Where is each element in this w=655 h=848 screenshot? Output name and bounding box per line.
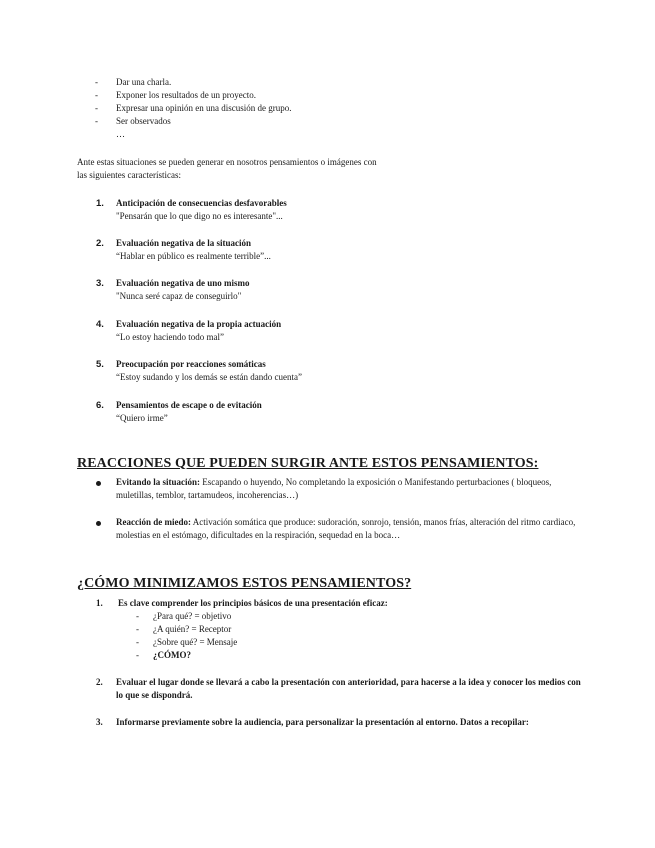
thought-number: 4. xyxy=(96,319,104,330)
thought-title: Evaluación negativa de la propia actuación xyxy=(116,319,282,329)
minimize-number: 3. xyxy=(96,717,103,727)
thought-number: 1. xyxy=(96,198,104,209)
reaction-item xyxy=(116,476,586,502)
reaction-text: Escapando o huyendo, No completando la exposición o Manifestando perturbaciones ( bloqueos, muletillas, temblor, tartamudeos, incoherencias…) xyxy=(116,477,552,500)
thought-number: 3. xyxy=(96,278,104,289)
thought-title: Evaluación negativa de uno mismo xyxy=(116,278,250,288)
sub-marker: - xyxy=(136,624,139,634)
thought-number: 6. xyxy=(96,400,104,411)
thought-quote: “Quiero irme” xyxy=(116,413,168,423)
sub-marker: - xyxy=(136,650,139,660)
thought-quote: "Nunca seré capaz de conseguirlo" xyxy=(116,291,242,301)
thought-title: Preocupación por reacciones somáticas xyxy=(116,359,266,369)
reactions-heading: REACCIONES QUE PUEDEN SURGIR ANTE ESTOS PENSAMIENTOS: xyxy=(77,456,539,471)
thought-quote: "Pensarán que lo que digo no es interesante"... xyxy=(116,211,283,221)
minimize-heading: ¿CÓMO MINIMIZAMOS ESTOS PENSAMIENTOS? xyxy=(77,576,412,591)
thought-number: 5. xyxy=(96,359,104,370)
list-item: Exponer los resultados de un proyecto. xyxy=(116,90,256,100)
sub-item: ¿CÓMO? xyxy=(153,650,191,660)
paragraph-line: Ante estas situaciones se pueden generar en nosotros pensamientos o imágenes con xyxy=(77,157,377,167)
thought-title: Pensamientos de escape o de evitación xyxy=(116,400,262,410)
list-item: Expresar una opinión en una discusión de grupo. xyxy=(116,103,292,113)
sub-item: ¿A quién? = Receptor xyxy=(153,624,232,634)
sub-item: ¿Sobre qué? = Mensaje xyxy=(153,637,238,647)
list-ellipsis: … xyxy=(116,129,125,139)
reaction-item xyxy=(116,516,586,542)
reaction-text: Activación somática que produce: sudoración, sonrojo, tensión, manos frías, alteración del ritmo cardiaco, molestias en el estómago, dificultades en la respiración, sequedad en la boca… xyxy=(116,517,576,540)
thought-quote: “Estoy sudando y los demás se están dando cuenta” xyxy=(116,372,302,382)
bullet-icon xyxy=(96,481,101,486)
list-item: Dar una charla. xyxy=(116,77,172,87)
reaction-label: Evitando la situación: xyxy=(116,477,201,487)
sub-item: ¿Para qué? = objetivo xyxy=(153,611,232,621)
list-marker: - xyxy=(95,90,98,100)
minimize-number: 2. xyxy=(96,677,103,687)
minimize-text: Informarse previamente sobre la audiencia, para personalizar la presentación al entorno. Datos a recopilar: xyxy=(116,717,529,727)
thought-quote: “Hablar en público es realmente terrible”... xyxy=(116,251,271,261)
paragraph-line: las siguientes características: xyxy=(77,170,181,180)
reaction-label: Reacción de miedo: xyxy=(116,517,191,527)
list-marker: - xyxy=(95,103,98,113)
list-marker: - xyxy=(95,77,98,87)
thought-quote: “Lo estoy haciendo todo mal” xyxy=(116,332,224,342)
minimize-text: Es clave comprender los principios básicos de una presentación eficaz: xyxy=(118,598,388,608)
thought-title: Evaluación negativa de la situación xyxy=(116,238,252,248)
minimize-text: Evaluar el lugar donde se llevará a cabo la presentación con anterioridad, para hacerse a la idea y conocer los medios con lo que se dispondrá. xyxy=(116,677,581,700)
minimize-number: 1. xyxy=(96,598,103,608)
thought-number: 2. xyxy=(96,238,104,249)
sub-marker: - xyxy=(136,637,139,647)
list-item: Ser observados xyxy=(116,116,171,126)
bullet-icon xyxy=(96,521,101,526)
sub-marker: - xyxy=(136,611,139,621)
thought-title: Anticipación de consecuencias desfavorables xyxy=(116,198,287,208)
list-marker: - xyxy=(95,116,98,126)
